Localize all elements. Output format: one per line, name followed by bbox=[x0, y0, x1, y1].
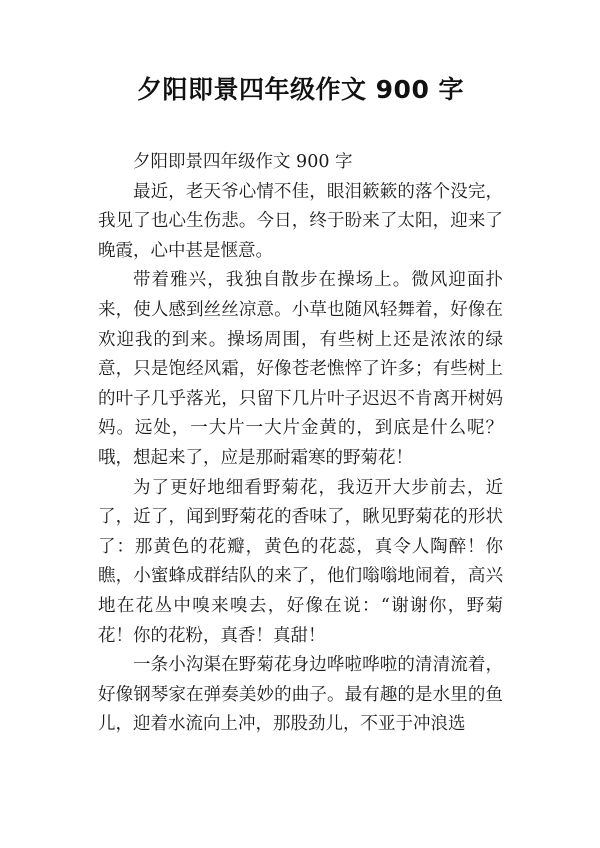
paragraph-3: 为了更好地细看野菊花，我迈开大步前去，近了，近了，闻到野菊花的香味了，瞅见野菊花的形状了：那黄色的花瓣，黄色的花蕊，真令人陶醉！你瞧，小蜜蜂成群结队的来了，他们嗡嗡地闹着，高兴地在花丛中嗅来嗅去，好像在说：“谢谢你，野菊花！你的花粉，真香！真甜！ bbox=[98, 477, 503, 646]
document-body bbox=[98, 148, 503, 740]
paragraph-subtitle: 夕阳即景四年级作文 900 字 bbox=[133, 152, 353, 172]
document-title: 夕阳即景四年级作文 900 字 bbox=[136, 75, 465, 104]
paragraph-4: 一条小沟渠在野菊花身边哗啦哗啦的清清流着，好像钢琴家在弹奏美妙的曲子。最有趣的是水里的鱼儿，迎着水流向上冲，那股劲儿，不亚于冲浪选 bbox=[98, 655, 503, 735]
paragraph-2: 带着雅兴，我独自散步在操场上。微风迎面扑来，使人感到丝丝凉意。小草也随风轻舞着，好像在欢迎我的到来。操场周围，有些树上还是浓浓的绿意，只是饱经风霜，好像苍老憔悴了许多；有些树上的叶子几乎落光，只留下几片叶子迟迟不肯离开树妈妈。远处，一大片一大片金黄的，到底是什么呢？哦，想起来了，应是那耐霜寒的野菊花！ bbox=[98, 270, 503, 468]
paragraph-1: 最近，老天爷心情不佳，眼泪簌簌的落个没完，我见了也心生伤悲。今日，终于盼来了太阳，迎来了晚霞，心中甚是惬意。 bbox=[98, 181, 503, 261]
